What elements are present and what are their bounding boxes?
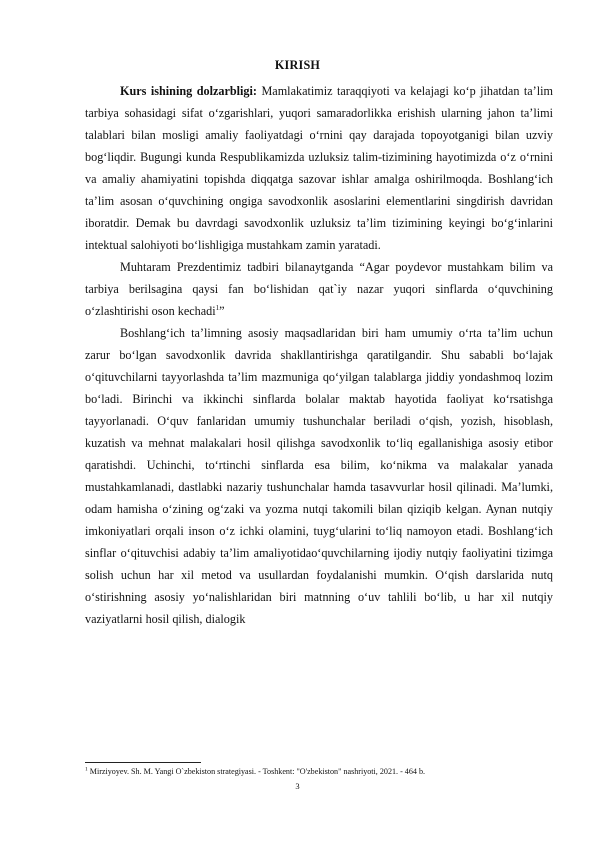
paragraph-text: Muhtaram Prezdentimiz tadbiri bilanaytganda “Agar poydevor mustahkam bilim va tarbiya berilsagina qaysi fan bo‘lishidan qat`iy nazar yuqori sinflarda o‘quvchining o‘zlashtirishi oson kechadi	[85, 260, 553, 318]
body-text	[85, 80, 553, 630]
quote-close: ”	[219, 304, 225, 318]
paragraph-quote	[85, 256, 553, 322]
page-number: 3	[295, 781, 300, 791]
section-heading: KIRISH	[274, 58, 321, 72]
paragraph-lead-in: Kurs ishining dolzarbligi:	[120, 84, 257, 98]
footnote	[85, 767, 553, 777]
footnote-text: Mirziyoyev. Sh. M. Yangi O`zbekiston strategiyasi. - Toshkent: "O'zbekiston" nashriyoti, 2021. - 464 b.	[87, 767, 426, 776]
paragraph-text: Boshlang‘ich ta’limning asosiy maqsadlaridan biri ham umumiy o‘rta ta’lim uchun zarur bo‘lgan savodxonlik davrida shakllantirishga qaratilgandir. Shu sababli bo‘lajak o‘qituvchilarni tayyorlashda ta’lim mazmuniga qo‘yilgan talablarga jiddiy yondashmoq lozim bo‘ladi. Birinchi va ikkinchi sinflarda bolalar maktab hayotida faoliyat ko‘rsatishga tayyorlanadi. O‘quv fanlaridan umumiy tushunchalar beriladi o‘qish, yozish, hisoblash, kuzatish va mehnat malakalari hosil qilishga savodxonlik to‘liq egallanishiga asosiy etibor qaratishdi. Uchinchi, to‘rtinchi sinflarda esa bilim, ko‘nikma va malakalar yanada mustahkamlanadi, dastlabki nazariy tushunchalar hamda tasavvurlar hosil qilinadi. Ma’lumki, odam hamisha o‘zining og‘zaki va yozma nutqi takomili bilan qiziqib kelgan. Aynan nutqiy imkoniyatlari orqali inson o‘z ichki olamini, tuyg‘ularini to‘liq namoyon etadi. Boshlang‘ich sinflar o‘qituvchisi adabiy ta’lim amaliyotidao‘quvchilarning ijodiy nutqiy faoliyatini tizimga solish uchun har xil metod va usullardan foydalanishi mumkin. O‘qish darslarida nutq o‘stirishning asosiy yo‘nalishlaridan biri matnning o‘uv tahlili bo‘lib, u har xil nutqiy vaziyatlarni hosil qilish, dialogik	[85, 326, 553, 626]
paragraph-text: Mamlakatimiz taraqqiyoti va kelajagi ko‘p jihatdan ta’lim tarbiya sohasidagi sifat o‘zgarishlari, yuqori samaradorlikka erishish ularning jahon ta’limi talablari bilan mosligi amaliy faoliyatdagi o‘rnini qay darajada topoyotganigi bilan uzviy bog‘liqdir. Bugungi kunda Respublikamizda uzluksiz talim-tizimining hayotimizda o‘z o‘rnini va amaliy ahamiyatini topishda diqqatga sazovar ishlar amalga oshirilmoqda. Boshlang‘ich ta’lim asosan o‘quvchining ongiga savodxonlik asoslarini elementlarini singdirish davridan iboratdir. Demak bu davrdagi savodxonlik uzluksiz ta’lim tizimining keyingi bo‘g‘inlarini intektual salohiyoti bo‘lishligiga mustahkam zamin yaratadi.	[85, 84, 553, 252]
paragraph-goals	[85, 322, 553, 630]
footnote-marker: 1	[85, 766, 88, 773]
paragraph-relevance	[85, 80, 553, 256]
footnote-divider	[85, 762, 201, 763]
footnote-reference: 1	[215, 303, 220, 312]
